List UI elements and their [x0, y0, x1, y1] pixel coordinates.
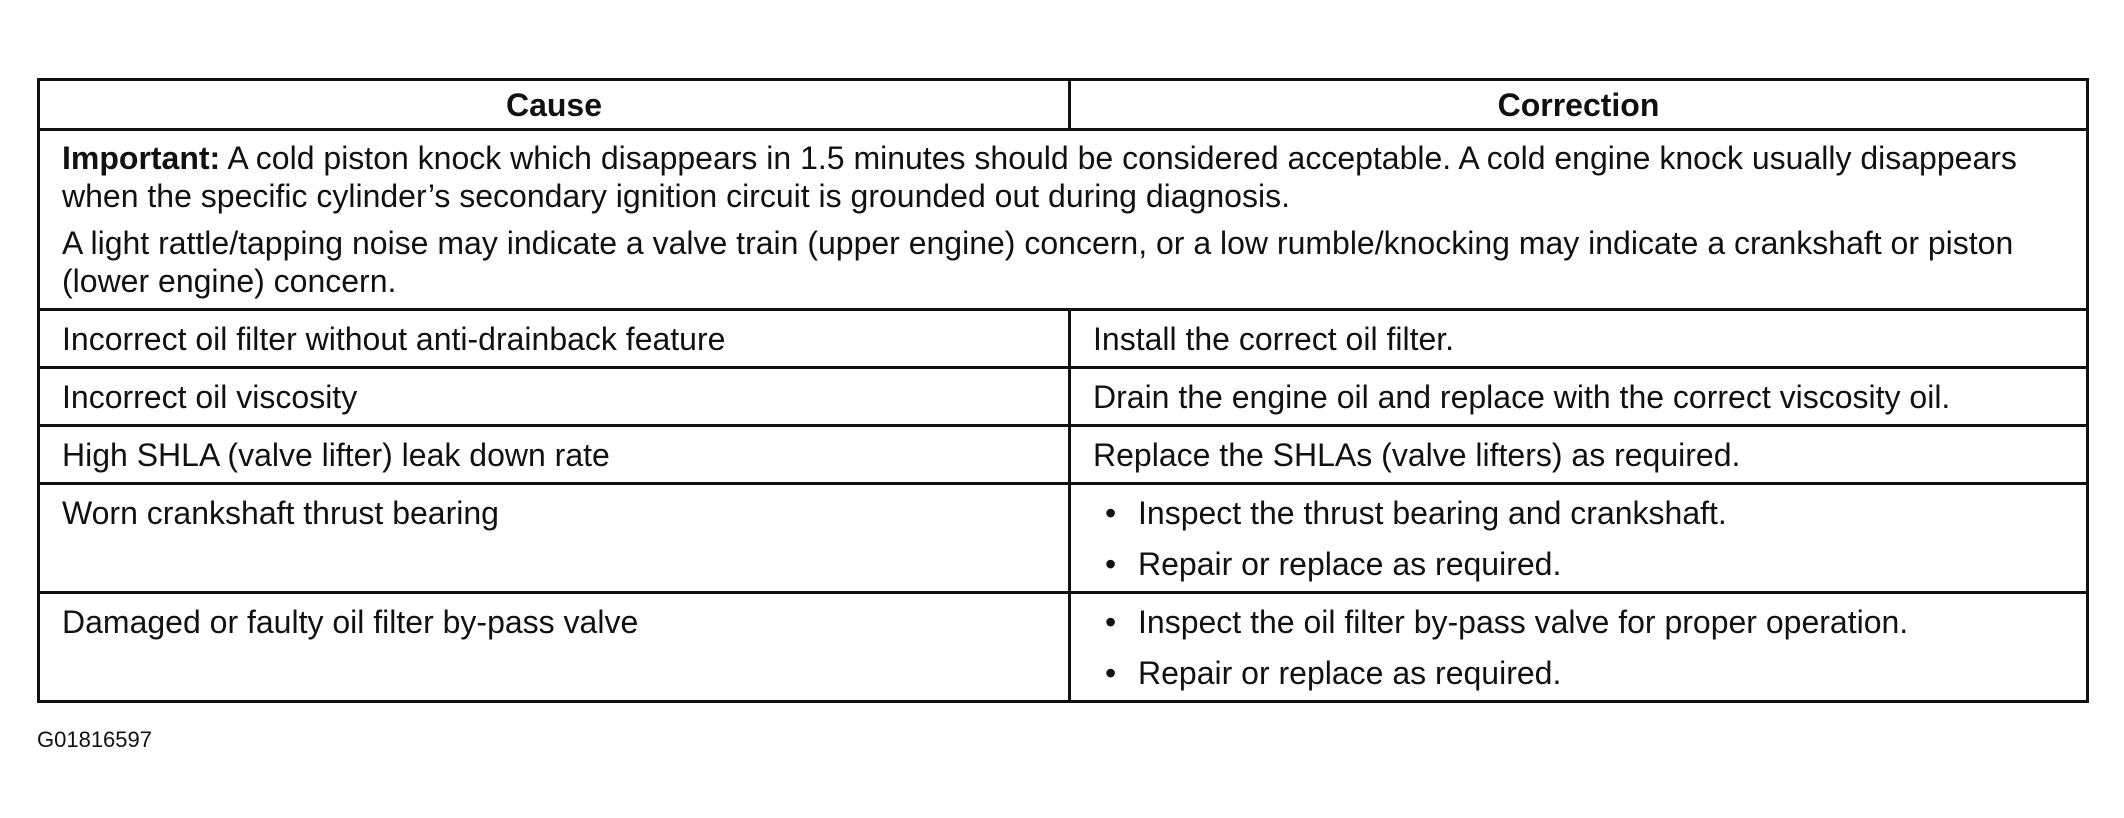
correction-list: [1071, 603, 2086, 692]
correction-step: Repair or replace as required.: [1138, 655, 1562, 691]
header-cause: Cause: [39, 80, 1070, 130]
note-label: Important:: [62, 140, 221, 176]
note-text-1: A cold piston knock which disappears in 1.5 minutes should be considered acceptable. A cold engine knock usually disappears when the specific cylinder’s secondary ignition circuit is grounded out during diagnosis.: [62, 140, 2017, 214]
correction-cell: Replace the SHLAs (valve lifters) as required.: [1070, 426, 2088, 484]
list-item: [1093, 654, 2086, 692]
table-header-row: [39, 80, 2088, 130]
note-paragraph-1: [62, 139, 2066, 215]
header-correction: Correction: [1070, 80, 2088, 130]
bullet-icon: •: [1105, 655, 1117, 691]
important-note-row: [39, 130, 2088, 310]
correction-step: Inspect the thrust bearing and crankshaft.: [1138, 495, 1727, 531]
cause-cell: High SHLA (valve lifter) leak down rate: [39, 426, 1070, 484]
correction-list: [1071, 494, 2086, 583]
cause-cell: Incorrect oil viscosity: [39, 368, 1070, 426]
diagnosis-table: [37, 78, 2089, 703]
list-item: [1093, 545, 2086, 583]
cause-cell: Damaged or faulty oil filter by-pass valve: [39, 593, 1070, 702]
list-item: [1093, 603, 2086, 641]
correction-cell: [1070, 593, 2088, 702]
cause-cell: Worn crankshaft thrust bearing: [39, 484, 1070, 593]
table-row: [39, 368, 2088, 426]
table-row: [39, 484, 2088, 593]
list-item: [1093, 494, 2086, 532]
correction-cell: [1070, 484, 2088, 593]
correction-cell: Install the correct oil filter.: [1070, 310, 2088, 368]
important-note: [39, 130, 2088, 310]
correction-step: Repair or replace as required.: [1138, 546, 1562, 582]
correction-cell: Drain the engine oil and replace with the correct viscosity oil.: [1070, 368, 2088, 426]
note-paragraph-2: A light rattle/tapping noise may indicate a valve train (upper engine) concern, or a low rumble/knocking may indicate a crankshaft or piston (lower engine) concern.: [62, 225, 2014, 299]
bullet-icon: •: [1105, 495, 1117, 531]
table-row: [39, 593, 2088, 702]
table-row: [39, 310, 2088, 368]
correction-step: Inspect the oil filter by-pass valve for proper operation.: [1138, 604, 1909, 640]
cause-cell: Incorrect oil filter without anti-drainback feature: [39, 310, 1070, 368]
figure-id: G01816597: [37, 727, 152, 752]
table-row: [39, 426, 2088, 484]
bullet-icon: •: [1105, 604, 1117, 640]
bullet-icon: •: [1105, 546, 1117, 582]
